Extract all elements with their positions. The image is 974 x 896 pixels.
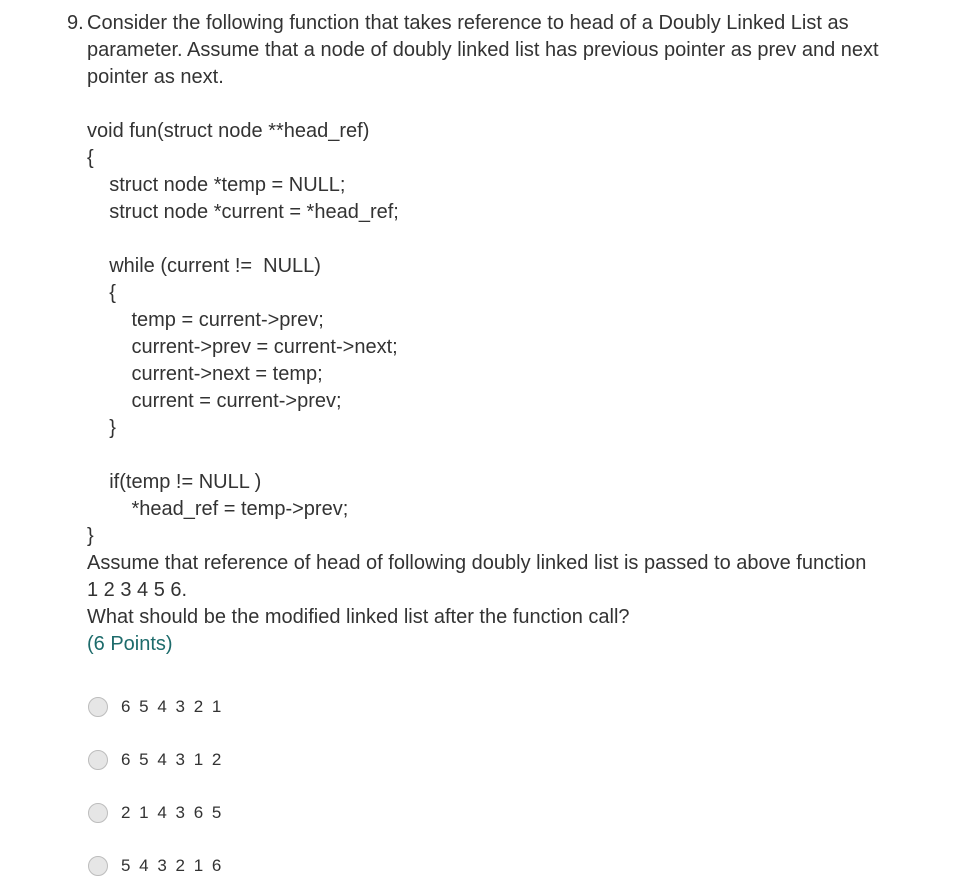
code-line: struct node *current = *head_ref;: [87, 201, 399, 223]
code-line: while (current != NULL): [87, 255, 321, 277]
points-label: (6 Points): [87, 633, 173, 655]
question-number: 9.: [67, 12, 84, 34]
option-1[interactable]: [88, 684, 223, 737]
radio-button-icon[interactable]: [88, 856, 108, 876]
code-line: if(temp != NULL ): [87, 471, 262, 493]
question-intro-line-1: Consider the following function that takes reference to head of a Doubly Linked List as: [87, 12, 849, 34]
option-label[interactable]: 6 5 4 3 2 1: [121, 696, 224, 716]
question-intro-line-2: parameter. Assume that a node of doubly linked list has previous pointer as prev and next: [87, 39, 879, 61]
question-intro-line-3: pointer as next.: [87, 66, 224, 88]
radio-button-icon[interactable]: [88, 803, 108, 823]
option-4[interactable]: [88, 843, 223, 896]
code-line: struct node *temp = NULL;: [87, 174, 346, 196]
code-line: current->next = temp;: [87, 363, 323, 385]
code-line: void fun(struct node **head_ref): [87, 120, 370, 142]
option-label[interactable]: 2 1 4 3 6 5: [121, 802, 224, 822]
code-line: temp = current->prev;: [87, 309, 324, 331]
question-after-line-3: What should be the modified linked list after the function call?: [87, 606, 630, 628]
code-line: [87, 442, 947, 469]
code-line: }: [87, 525, 94, 547]
question-body: [87, 10, 947, 658]
code-line: current->prev = current->next;: [87, 336, 398, 358]
blank-line: [87, 91, 947, 118]
question-block: [67, 10, 947, 658]
question-after-line-2: 1 2 3 4 5 6.: [87, 579, 188, 601]
option-3[interactable]: [88, 790, 223, 843]
answer-options: [88, 684, 223, 896]
code-line: *head_ref = temp->prev;: [87, 498, 349, 520]
code-block: [87, 118, 947, 550]
radio-button-icon[interactable]: [88, 750, 108, 770]
radio-button-icon[interactable]: [88, 697, 108, 717]
code-line: [87, 226, 947, 253]
code-line: {: [87, 282, 116, 304]
code-line: {: [87, 147, 94, 169]
option-label[interactable]: 6 5 4 3 1 2: [121, 749, 224, 769]
code-line: current = current->prev;: [87, 390, 342, 412]
option-label[interactable]: 5 4 3 2 1 6: [121, 855, 224, 875]
option-2[interactable]: [88, 737, 223, 790]
code-line: }: [87, 417, 116, 439]
question-after-line-1: Assume that reference of head of following doubly linked list is passed to above function: [87, 552, 867, 574]
